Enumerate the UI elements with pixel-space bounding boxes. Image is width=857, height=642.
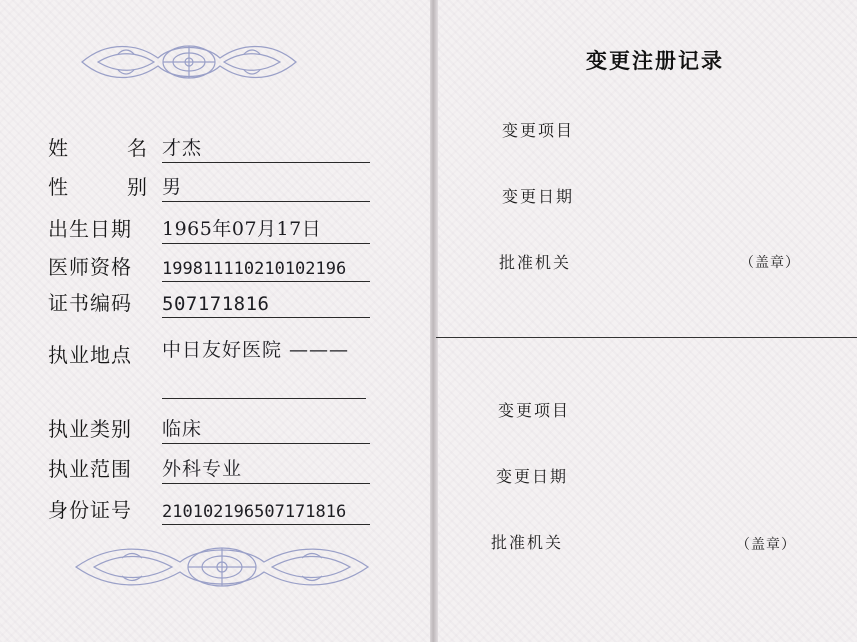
- gender-row: [48, 172, 370, 202]
- qualification-label: 医师资格: [48, 255, 132, 279]
- name-value: 才杰: [162, 137, 203, 159]
- qualification-row: [48, 252, 370, 282]
- id-number-row: [48, 495, 370, 525]
- practice-scope-value: 外科专业: [162, 458, 243, 480]
- practice-location-label: 执业地点: [48, 343, 132, 367]
- birth-date-underline: [162, 243, 370, 244]
- name-label: 姓 名: [48, 136, 148, 160]
- certificate-number-underline: [162, 317, 370, 318]
- certificate-number-value: 507171816: [162, 293, 270, 315]
- name-row: [48, 133, 370, 163]
- approving-authority-label-1: 批准机关: [499, 253, 572, 272]
- top-ornament: [78, 34, 300, 90]
- section-divider: [436, 337, 857, 338]
- seal-note-2: （盖章）: [736, 537, 796, 553]
- qualification-underline: [162, 281, 370, 282]
- practice-category-underline: [162, 443, 370, 444]
- birth-date-label: 出生日期: [48, 217, 132, 241]
- practice-category-row: [48, 414, 370, 444]
- qualification-value: 199811110210102196: [162, 259, 347, 279]
- page-title: 变更注册记录: [586, 49, 724, 73]
- birth-date-value: 1965年07月17日: [162, 218, 322, 240]
- practice-location-underline: [162, 398, 366, 399]
- gender-underline: [162, 201, 370, 202]
- practice-scope-underline: [162, 483, 370, 484]
- seal-note-1: （盖章）: [740, 255, 800, 271]
- book-spine: [430, 0, 438, 642]
- gender-value: 男: [162, 176, 183, 198]
- birth-date-row: [48, 214, 370, 244]
- change-date-label-1: 变更日期: [502, 187, 575, 206]
- gender-label: 性 别: [48, 175, 148, 199]
- id-number-label: 身份证号: [48, 498, 132, 522]
- approving-authority-label-2: 批准机关: [491, 533, 564, 552]
- id-number-value: 210102196507171816: [162, 502, 347, 522]
- certificate-number-label: 证书编码: [48, 291, 132, 315]
- id-number-underline: [162, 524, 370, 525]
- practice-scope-label: 执业范围: [48, 457, 132, 481]
- practice-category-value: 临床: [162, 418, 203, 440]
- practice-location-value: 中日友好医院 ———: [162, 339, 350, 361]
- name-underline: [162, 162, 370, 163]
- practice-scope-row: [48, 454, 370, 484]
- practice-category-label: 执业类别: [48, 417, 132, 441]
- change-item-label-1: 变更项目: [502, 121, 575, 140]
- certificate-number-row: [48, 288, 370, 318]
- change-item-label-2: 变更项目: [498, 401, 571, 420]
- practice-location-row: [48, 340, 370, 370]
- change-date-label-2: 变更日期: [496, 467, 569, 486]
- bottom-ornament: [72, 538, 372, 596]
